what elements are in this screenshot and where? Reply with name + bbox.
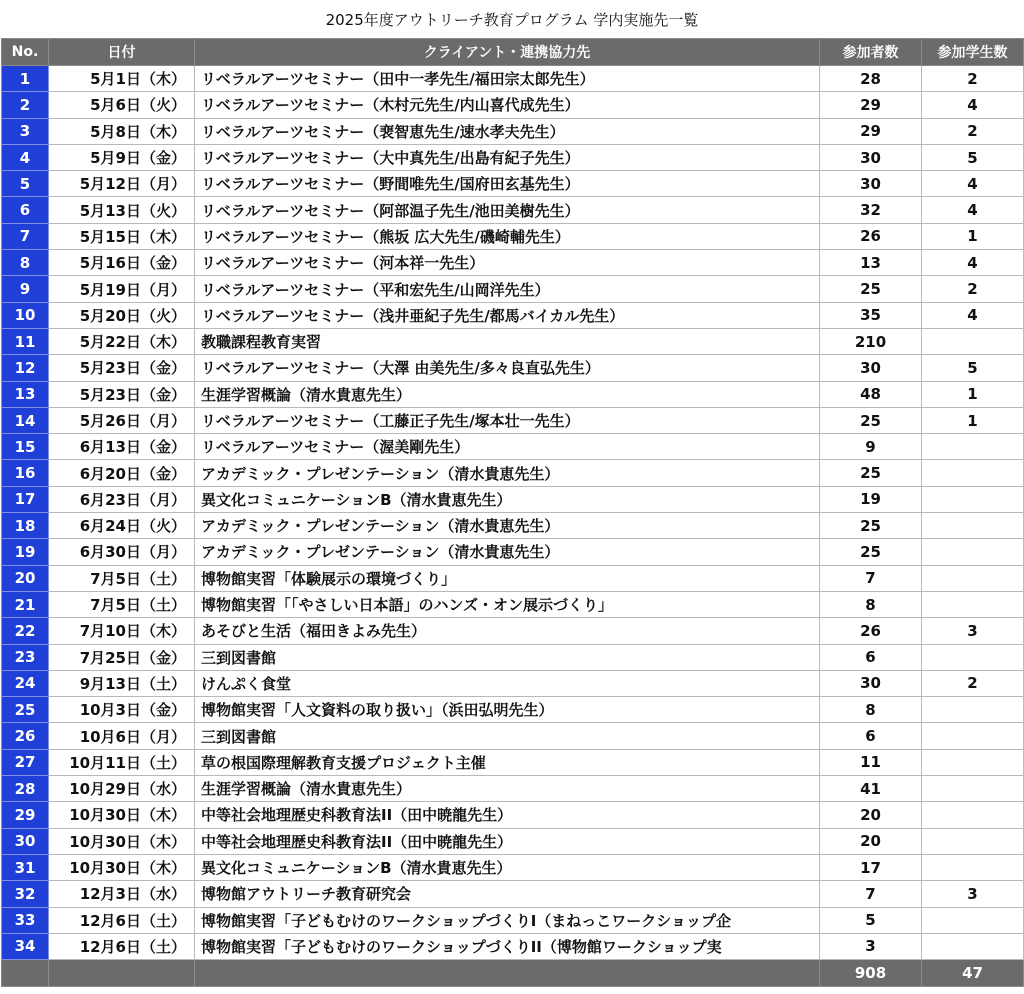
row-number: 27 [2, 749, 49, 775]
table-row [2, 591, 1024, 617]
row-participants: 28 [820, 66, 922, 92]
row-number: 23 [2, 644, 49, 670]
row-date: 5月12日（月） [49, 171, 195, 197]
row-date: 6月24日（火） [49, 513, 195, 539]
row-participants: 20 [820, 828, 922, 854]
row-date: 10月11日（土） [49, 749, 195, 775]
row-students [922, 933, 1024, 959]
row-students: 2 [922, 276, 1024, 302]
row-students: 5 [922, 355, 1024, 381]
row-date: 6月30日（月） [49, 539, 195, 565]
row-client: リベラルアーツセミナー（熊坂 広大先生/磯崎輔先生） [195, 223, 820, 249]
header-date: 日付 [49, 39, 195, 66]
row-students: 1 [922, 223, 1024, 249]
row-client: リベラルアーツセミナー（大澤 由美先生/多々良直弘先生） [195, 355, 820, 381]
totals-no-cell [2, 960, 49, 987]
row-client: アカデミック・プレゼンテーション（清水貴恵先生） [195, 513, 820, 539]
row-client: リベラルアーツセミナー（野間唯先生/国府田玄基先生） [195, 171, 820, 197]
totals-date-cell [49, 960, 195, 987]
table-row [2, 118, 1024, 144]
row-date: 5月13日（火） [49, 197, 195, 223]
row-students [922, 565, 1024, 591]
row-number: 13 [2, 381, 49, 407]
row-client: リベラルアーツセミナー（平和宏先生/山岡洋先生） [195, 276, 820, 302]
row-date: 10月3日（金） [49, 697, 195, 723]
table-row [2, 933, 1024, 959]
row-students: 2 [922, 670, 1024, 696]
header-no: No. [2, 39, 49, 66]
table-row [2, 828, 1024, 854]
row-participants: 7 [820, 881, 922, 907]
table-row [2, 697, 1024, 723]
row-number: 26 [2, 723, 49, 749]
row-students [922, 802, 1024, 828]
row-students: 1 [922, 407, 1024, 433]
row-client: リベラルアーツセミナー（田中一孝先生/福田宗太郎先生） [195, 66, 820, 92]
row-students [922, 828, 1024, 854]
row-participants: 3 [820, 933, 922, 959]
row-students [922, 328, 1024, 354]
row-participants: 26 [820, 618, 922, 644]
row-client: 中等社会地理歴史科教育法II（田中暁龍先生） [195, 828, 820, 854]
row-client: 博物館実習「人文資料の取り扱い」（浜田弘明先生） [195, 697, 820, 723]
row-participants: 17 [820, 854, 922, 880]
row-students: 4 [922, 197, 1024, 223]
row-number: 2 [2, 92, 49, 118]
row-number: 31 [2, 854, 49, 880]
row-date: 6月20日（金） [49, 460, 195, 486]
row-students [922, 591, 1024, 617]
total-participants: 908 [820, 960, 922, 987]
totals-client-cell [195, 960, 820, 987]
row-participants: 25 [820, 539, 922, 565]
row-client: 博物館実習「子どもむけのワークショップづくりII（博物館ワークショップ実 [195, 933, 820, 959]
row-participants: 7 [820, 565, 922, 591]
row-students: 4 [922, 92, 1024, 118]
row-participants: 25 [820, 407, 922, 433]
row-students [922, 513, 1024, 539]
row-number: 29 [2, 802, 49, 828]
row-client: 教職課程教育実習 [195, 328, 820, 354]
row-number: 28 [2, 776, 49, 802]
table-row [2, 276, 1024, 302]
row-participants: 29 [820, 92, 922, 118]
row-students [922, 749, 1024, 775]
row-client: 生涯学習概論（清水貴恵先生） [195, 381, 820, 407]
row-students [922, 776, 1024, 802]
header-row [2, 39, 1024, 66]
table-row [2, 302, 1024, 328]
table-row [2, 250, 1024, 276]
document-title: 2025年度アウトリーチ教育プログラム 学内実施先一覧 [325, 11, 699, 29]
row-date: 9月13日（土） [49, 670, 195, 696]
row-participants: 25 [820, 513, 922, 539]
table-row [2, 539, 1024, 565]
row-date: 5月22日（木） [49, 328, 195, 354]
row-client: 博物館アウトリーチ教育研究会 [195, 881, 820, 907]
table-row [2, 328, 1024, 354]
row-date: 5月26日（月） [49, 407, 195, 433]
row-students: 4 [922, 250, 1024, 276]
row-number: 20 [2, 565, 49, 591]
row-participants: 20 [820, 802, 922, 828]
table-row [2, 407, 1024, 433]
table-row [2, 670, 1024, 696]
row-students: 2 [922, 66, 1024, 92]
row-date: 10月30日（木） [49, 802, 195, 828]
row-date: 5月8日（木） [49, 118, 195, 144]
row-number: 17 [2, 486, 49, 512]
row-number: 8 [2, 250, 49, 276]
row-students: 3 [922, 881, 1024, 907]
row-date: 5月23日（金） [49, 381, 195, 407]
row-client: あそびと生活（福田きよみ先生） [195, 618, 820, 644]
row-number: 12 [2, 355, 49, 381]
header-participants: 参加者数 [820, 39, 922, 66]
row-client: 三到図書館 [195, 644, 820, 670]
row-number: 10 [2, 302, 49, 328]
table-row [2, 92, 1024, 118]
row-date: 10月30日（木） [49, 854, 195, 880]
table-row [2, 355, 1024, 381]
row-client: 博物館実習「「やさしい日本語」のハンズ・オン展示づくり」 [195, 591, 820, 617]
row-participants: 11 [820, 749, 922, 775]
row-participants: 19 [820, 486, 922, 512]
row-students [922, 644, 1024, 670]
row-date: 5月9日（金） [49, 144, 195, 170]
row-number: 9 [2, 276, 49, 302]
row-date: 5月19日（月） [49, 276, 195, 302]
row-date: 6月13日（金） [49, 434, 195, 460]
table-row [2, 513, 1024, 539]
row-participants: 5 [820, 907, 922, 933]
row-number: 18 [2, 513, 49, 539]
row-participants: 13 [820, 250, 922, 276]
row-client: 博物館実習「体験展示の環境づくり」 [195, 565, 820, 591]
table-row [2, 381, 1024, 407]
row-number: 11 [2, 328, 49, 354]
totals-row [2, 960, 1024, 987]
row-client: アカデミック・プレゼンテーション（清水貴恵先生） [195, 460, 820, 486]
row-client: リベラルアーツセミナー（河本祥一先生） [195, 250, 820, 276]
header-students: 参加学生数 [922, 39, 1024, 66]
row-client: アカデミック・プレゼンテーション（清水貴恵先生） [195, 539, 820, 565]
row-date: 5月6日（火） [49, 92, 195, 118]
table-row [2, 749, 1024, 775]
row-date: 7月5日（土） [49, 591, 195, 617]
row-students: 5 [922, 144, 1024, 170]
row-number: 5 [2, 171, 49, 197]
row-client: 異文化コミュニケーションB（清水貴恵先生） [195, 854, 820, 880]
row-date: 10月29日（水） [49, 776, 195, 802]
row-client: リベラルアーツセミナー（木村元先生/内山喜代成先生） [195, 92, 820, 118]
row-participants: 29 [820, 118, 922, 144]
row-participants: 35 [820, 302, 922, 328]
row-date: 5月1日（木） [49, 66, 195, 92]
header-client: クライアント・連携協力先 [195, 39, 820, 66]
row-participants: 26 [820, 223, 922, 249]
row-date: 5月20日（火） [49, 302, 195, 328]
total-students: 47 [922, 960, 1024, 987]
row-number: 34 [2, 933, 49, 959]
row-number: 32 [2, 881, 49, 907]
row-students: 3 [922, 618, 1024, 644]
table-row [2, 802, 1024, 828]
row-number: 7 [2, 223, 49, 249]
row-client: リベラルアーツセミナー（大中真先生/出島有紀子先生） [195, 144, 820, 170]
row-students [922, 539, 1024, 565]
row-date: 7月5日（土） [49, 565, 195, 591]
table-row [2, 907, 1024, 933]
row-students [922, 434, 1024, 460]
row-date: 5月16日（金） [49, 250, 195, 276]
table-row [2, 776, 1024, 802]
row-client: けんぷく食堂 [195, 670, 820, 696]
row-number: 24 [2, 670, 49, 696]
row-date: 6月23日（月） [49, 486, 195, 512]
row-client: リベラルアーツセミナー（浅井亜紀子先生/都馬バイカル先生） [195, 302, 820, 328]
row-number: 25 [2, 697, 49, 723]
table-row [2, 144, 1024, 170]
row-number: 3 [2, 118, 49, 144]
row-number: 22 [2, 618, 49, 644]
row-date: 7月10日（木） [49, 618, 195, 644]
row-client: 生涯学習概論（清水貴恵先生） [195, 776, 820, 802]
table-row [2, 854, 1024, 880]
row-participants: 41 [820, 776, 922, 802]
row-participants: 48 [820, 381, 922, 407]
row-students: 1 [922, 381, 1024, 407]
table-row [2, 723, 1024, 749]
row-client: 異文化コミュニケーションB（清水貴恵先生） [195, 486, 820, 512]
row-students [922, 854, 1024, 880]
row-number: 1 [2, 66, 49, 92]
row-students: 2 [922, 118, 1024, 144]
row-client: リベラルアーツセミナー（工藤正子先生/塚本壮一先生） [195, 407, 820, 433]
row-participants: 6 [820, 723, 922, 749]
table-row [2, 618, 1024, 644]
table-row [2, 881, 1024, 907]
row-participants: 30 [820, 355, 922, 381]
table-row [2, 460, 1024, 486]
row-date: 5月15日（木） [49, 223, 195, 249]
row-date: 7月25日（金） [49, 644, 195, 670]
row-students: 4 [922, 302, 1024, 328]
table-row [2, 197, 1024, 223]
row-number: 19 [2, 539, 49, 565]
table-row [2, 66, 1024, 92]
row-students: 4 [922, 171, 1024, 197]
row-date: 10月6日（月） [49, 723, 195, 749]
row-participants: 210 [820, 328, 922, 354]
row-client: 博物館実習「子どもむけのワークショップづくりI（まねっこワークショップ企 [195, 907, 820, 933]
row-students [922, 723, 1024, 749]
row-number: 6 [2, 197, 49, 223]
table-body [2, 66, 1024, 960]
row-students [922, 486, 1024, 512]
table-row [2, 565, 1024, 591]
row-number: 16 [2, 460, 49, 486]
row-client: リベラルアーツセミナー（阿部温子先生/池田美樹先生） [195, 197, 820, 223]
row-participants: 30 [820, 670, 922, 696]
row-participants: 25 [820, 460, 922, 486]
row-number: 30 [2, 828, 49, 854]
row-date: 12月6日（土） [49, 933, 195, 959]
row-number: 4 [2, 144, 49, 170]
row-participants: 30 [820, 144, 922, 170]
table-row [2, 644, 1024, 670]
row-students [922, 907, 1024, 933]
row-number: 33 [2, 907, 49, 933]
row-students [922, 460, 1024, 486]
row-number: 14 [2, 407, 49, 433]
row-date: 5月23日（金） [49, 355, 195, 381]
row-client: リベラルアーツセミナー（渥美剛先生） [195, 434, 820, 460]
row-participants: 8 [820, 697, 922, 723]
row-students [922, 697, 1024, 723]
row-date: 12月6日（土） [49, 907, 195, 933]
row-client: 三到図書館 [195, 723, 820, 749]
row-participants: 30 [820, 171, 922, 197]
row-participants: 8 [820, 591, 922, 617]
table-row [2, 171, 1024, 197]
row-number: 15 [2, 434, 49, 460]
row-client: 中等社会地理歴史科教育法II（田中暁龍先生） [195, 802, 820, 828]
row-participants: 32 [820, 197, 922, 223]
row-date: 12月3日（水） [49, 881, 195, 907]
row-participants: 25 [820, 276, 922, 302]
row-participants: 9 [820, 434, 922, 460]
table-row [2, 223, 1024, 249]
row-client: リベラルアーツセミナー（裵智恵先生/速水孝夫先生） [195, 118, 820, 144]
row-date: 10月30日（木） [49, 828, 195, 854]
row-participants: 6 [820, 644, 922, 670]
table-row [2, 434, 1024, 460]
table-row [2, 486, 1024, 512]
row-number: 21 [2, 591, 49, 617]
row-client: 草の根国際理解教育支援プロジェクト主催 [195, 749, 820, 775]
outreach-table [1, 38, 1024, 987]
